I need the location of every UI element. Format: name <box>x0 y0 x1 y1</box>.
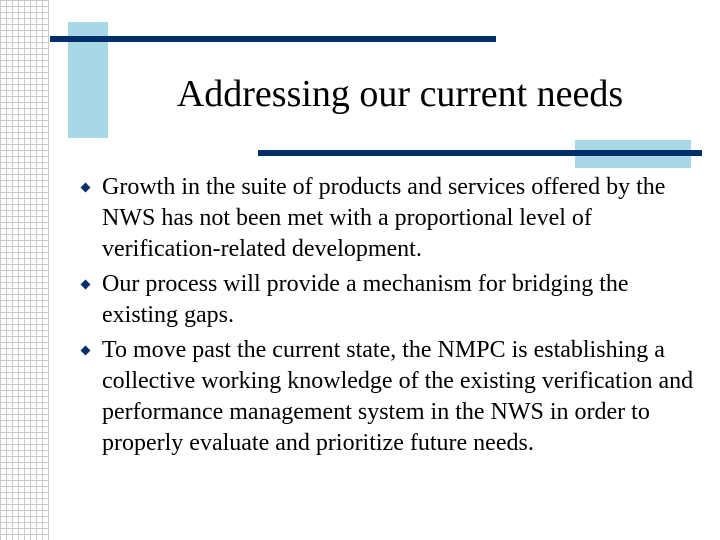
slide-title: Addressing our current needs <box>176 73 624 115</box>
diamond-bullet-icon <box>81 183 91 193</box>
bullet-text: Our process will provide a mechanism for bridging the existing gaps. <box>102 271 629 328</box>
bullet-text: Growth in the suite of products and services offered by the NWS has not been met with a proportional level of verification-related development. <box>102 174 666 262</box>
bullet-item <box>82 335 702 459</box>
diamond-bullet-icon <box>81 280 91 290</box>
bullet-item <box>82 172 702 265</box>
bullet-list <box>82 172 702 463</box>
decorative-grid-strip <box>0 0 52 540</box>
decorative-top-rule <box>50 36 496 42</box>
decorative-bottom-rule <box>258 150 702 156</box>
diamond-bullet-icon <box>81 346 91 356</box>
bullet-text: To move past the current state, the NMPC is establishing a collective working knowledge of the existing verification and performance management system in the NWS in order to properly evaluate and prioritize future needs. <box>102 337 694 456</box>
bullet-item <box>82 269 702 331</box>
